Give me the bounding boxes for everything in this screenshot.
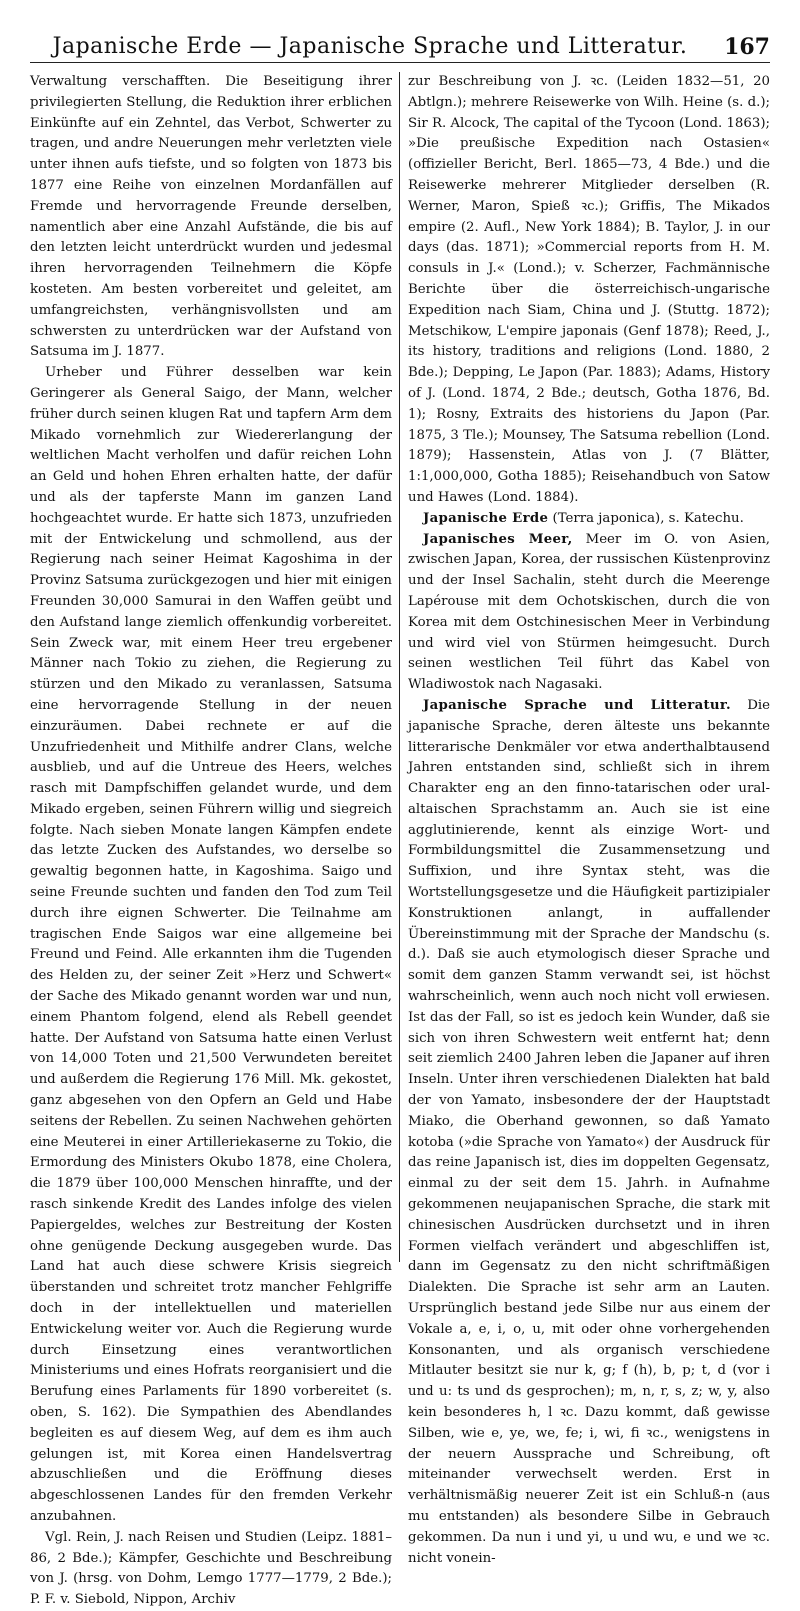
entry-headword: Japanische Erde (423, 510, 549, 526)
entry-text: (Terra japonica), s. Katechu. (548, 510, 744, 526)
paragraph-saigo-rebellion: Urheber und Führer desselben war kein Geringerer als General Saigo, der Mann, welcher früher durch seinen klugen Rat und tapfern Arm dem Mikado vornehmlich zur Wiedererlangung der weltlichen Macht verholfen und dafür reichen Lohn an Geld und hohen Ehren erhalten hatte, der dafür und als der tapferste Mann im ganzen Land hochgeachtet wurde. Er hatte sich 1873, unzufrieden mit der Entwickelung und schmollend, aus der Regierung nach seiner Heimat Kagoshima in der Provinz Satsuma zurückgezogen und hier mit einigen Freunden 30,000 Samurai in den Waffen geübt und den Aufstand lange ziemlich offenkundig vorbereitet. Sein Zweck war, mit einem Heer treu ergebener Männer nach Tokio zu ziehen, die Regierung zu stürzen und den Mikado zu veranlassen, Satsuma eine hervorragende Stellung in der neuen einzuräumen. Dabei rechnete er auf die Unzufriedenheit und Mithilfe andrer Clans, welche ausblieb, und auf die Untreue des Heers, welches rasch mit Dampfschiffen gelandet wurde, und dem Mikado ergeben, seinen Führern willig und siegreich folgte. Nach sieben Monate langen Kämpfen endete das letzte Zucken des Aufstandes, wo derselbe so gewaltig begonnen hatte, in Kagoshima. Saigo und seine Freunde suchten und fanden den Tod zum Teil durch ihre eignen Schwerter. Die Teilnahme am tragischen Ende Saigos war eine allgemeine bei Freund und Feind. Alle erkannten ihm die Tugenden des Helden zu, der seiner Zeit »Herz und Schwert« der Sache des Mikado genannt worden war und nun, einem Phantom folgend, elend als Rebell geendet hatte. Der Aufstand von Satsuma hatte einen Verlust von 14,000 Toten und 21,500 Verwundeten bereitet und außerdem die Regierung 176 Mill. Mk. gekostet, ganz abgesehen von den Opfern an Geld und Habe seitens der Rebellen. Zu seinen Nachwehen gehörten eine Meuterei in einer Artilleriekaserne zu Tokio, die Ermordung des Ministers Okubo 1878, eine Cholera, die 1879 über 100,000 Menschen hinraffte, und der rasch sinkende Kredit des Landes infolge des vielen Papiergeldes, welches zur Bestreitung der Kosten ohne genügende Deckung ausgegeben wurde. Das Land hat auch diese schwere Krisis siegreich überstanden und schreitet trotz mancher Fehlgriffe doch in der intellektuellen und materiellen Entwickelung weiter vor. Auch die Regierung wurde durch Einsetzung eines verantwortlichen Ministeriums und eines Hofrats reorganisiert und die Berufung eines Parlaments für 1890 vorbereitet (s. oben, S. 162). Die Sympathien des Abendlandes begleiten es auf diesem Weg, auf dem es ihm auch gelungen ist, mit Korea einen Handelsvertrag abzuschließen und die Eröffnung dieses abgeschlossenen Landes für den fremden Verkehr anzubahnen. (30, 365, 392, 1524)
running-title: Japanische Erde — Japanische Sprache und Litteratur. (52, 34, 688, 59)
right-column (408, 72, 771, 1566)
entry-japanisches-meer (408, 530, 770, 696)
paragraph-satsuma-background: Verwaltung verschafften. Die Beseitigung ihrer privilegierten Stellung, die Reduktion ihrer erblichen Einkünfte auf ein Zehntel, das Verbot, Schwerter zu tragen, und andre Neuerungen mehr verletzten viele unter ihnen aufs tiefste, und so folgten von 1873 bis 1877 eine Reihe von einzelnen Mordanfällen auf Fremde und hervorragende Freunde derselben, namentlich aber eine Anzahl Aufstände, die bis auf den letzten leicht unterdrückt wurden und jedesmal ihren hervorragenden Teilnehmern die Köpfe kosteten. Am besten vorbereitet und geleitet, am umfangreichsten, verhängnisvollsten und am schwersten zu unterdrücken war der Aufstand von Satsuma im J. 1877. (30, 74, 392, 360)
entry-headword: Japanisches Meer, (423, 531, 573, 547)
page-number: 167 (724, 34, 770, 60)
paragraph-bibliography-start: Vgl. Rein, J. nach Reisen und Studien (Leipz. 1881–86, 2 Bde.); Kämpfer, Geschichte und Beschreibung von J. (hrsg. von Dohm, Lemgo 1777—1779, 2 Bde.); P. F. v. Siebold, Nippon, Archiv (30, 1529, 392, 1608)
entry-japanische-sprache (408, 696, 770, 1569)
entry-headword: Japanische Sprache und Litteratur. (423, 697, 731, 713)
column-divider (399, 72, 400, 1262)
entry-text: Die japanische Sprache, deren älteste uns bekannte litterarische Denkmäler vor etwa anderthalbtausend Jahren entstanden sind, schließt sich in ihrem Charakter eng an den finno-tatarischen oder ural-altaischen Sprachstamm an. Auch sie ist eine agglutinierende, kennt als einzige Wort- und Formbildungsmittel die Zusammensetzung und Suffixion, und ihre Syntax steht, was die Wortstellungsgesetze und die Häufigkeit partizipialer Konstruktionen anlangt, in auffallender Übereinstimmung mit der Sprache der Mandschu (s. d.). Daß sie auch etymologisch dieser Sprache und somit dem ganzen Stamm verwandt sei, ist höchst wahrscheinlich, wenn auch noch nicht voll erwiesen. Ist das der Fall, so ist es jedoch kein Wunder, daß sie sich von ihren Schwestern weit entfernt hat; denn seit ziemlich 2400 Jahren leben die Japaner auf ihren Inseln. Unter ihren verschiedenen Dialekten hat bald der von Yamato, insbesondere der der Hauptstadt Miako, die Oberhand gewonnen, so daß Yamato kotoba (»die Sprache von Yamato«) der Ausdruck für das reine Japanisch ist, dies im doppelten Gegensatz, einmal zu der seit dem 15. Jahrh. in Aufnahme gekommenen neujapanischen Sprache, die stark mit chinesischen Ausdrücken durchsetzt und in ihren Formen vielfach verändert und abgeschliffen ist, dann im Gegensatz zu den nicht schriftmäßigen Dialekten. Die Sprache ist sehr arm an Lauten. Ursprünglich bestand jede Silbe nur aus einem der Vokale a, e, i, o, u, mit oder ohne vorhergehenden Konsonanten, und als organisch verschiedene Mitlauter besitzt sie nur k, g; f (h), b, p; t, d (vor i und u: ts und ds gesprochen); m, n, r, s, z; w, y, also kein besonderes h, l ꝛc. Dazu kommt, daß gewisse Silben, wie e, ye, we, fe; i, wi, fi ꝛc., wenigstens in der neuern Aussprache und Schreibung, oft miteinander verwechselt werden. Erst in verhältnismäßig neuerer Zeit ist ein Schluß-n (aus mu entstanden) als besondere Silbe in Gebrauch gekommen. Da nun i und yi, u und wu, e und we ꝛc. nicht vonein- (408, 697, 771, 1566)
entry-japanische-erde (408, 509, 770, 530)
entry-text: Meer im O. von Asien, zwischen Japan, Korea, der russischen Küstenprovinz und der Insel Sachalin, steht durch die Meerenge Lapérouse mit dem Ochotskischen, durch die von Korea mit dem Ostchinesischen Meer in Verbindung und wird viel von Stürmen heimgesucht. Durch seinen westlichen Teil führt das Kabel von Wladiwostok nach Nagasaki. (408, 531, 770, 693)
left-column (30, 72, 392, 1608)
running-header (30, 30, 770, 63)
paragraph-bibliography-continued: zur Beschreibung von J. ꝛc. (Leiden 1832—51, 20 Abtlgn.); mehrere Reisewerke von Wilh. Heine (s. d.); Sir R. Alcock, The capital of the Tycoon (Lond. 1863); »Die preußische Expedition nach Ostasien« (offizieller Bericht, Berl. 1865—73, 4 Bde.) und die Reisewerke mehrerer Mitglieder derselben (R. Werner, Maron, Spieß ꝛc.); Griffis, The Mikados empire (2. Aufl., New York 1884); B. Taylor, J. in our days (das. 1871); »Commercial reports from H. M. consuls in J.« (Lond.); v. Scherzer, Fachmännische Berichte über die österreichisch-ungarische Expedition nach Siam, China und J. (Stuttg. 1872); Metschikow, L'empire japonais (Genf 1878); Reed, J., its history, traditions and religions (Lond. 1880, 2 Bde.); Depping, Le Japon (Par. 1883); Adams, History of J. (Lond. 1874, 2 Bde.; deutsch, Gotha 1876, Bd. 1); Rosny, Extraits des historiens du Japon (Par. 1875, 3 Tle.); Mounsey, The Satsuma rebellion (Lond. 1879); Hassenstein, Atlas von J. (7 Blätter, 1:1,000,000, Gotha 1885); Reisehandbuch von Satow und Hawes (Lond. 1884). (408, 74, 770, 505)
